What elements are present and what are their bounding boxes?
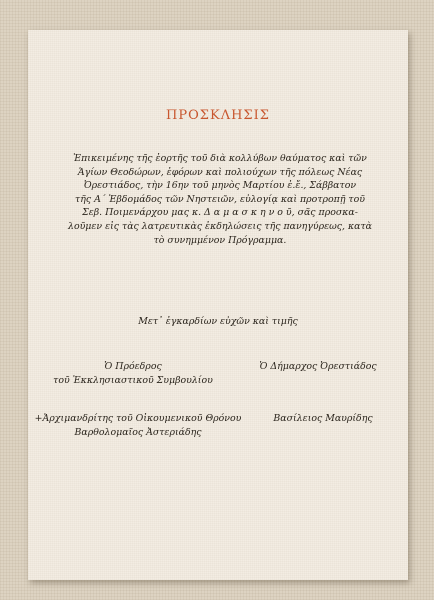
mayor-title: Ὁ Δήμαρχος Ὀρεστιάδος	[259, 361, 377, 372]
signature-mayor-name	[258, 412, 388, 426]
body-line: λοῦμεν εἰς τὰς λατρευτικὰς ἐκδηλώσεις τῆς πανηγύρεως, κατὰ	[68, 220, 372, 232]
archimandrite-title: +Ἀρχιμανδρίτης τοῦ Οἰκουμενικοῦ Θρόνου	[34, 413, 242, 424]
president-organization: τοῦ Ἐκκλησιαστικοῦ Συμβουλίου	[53, 375, 213, 386]
closing-greeting: Μετ᾽ ἐγκαρδίων εὐχῶν καὶ τιμῆς	[138, 316, 298, 327]
president-title: Ὁ Πρόεδρος	[104, 361, 162, 372]
mayor-name: Βασίλειος Μαυρίδης	[273, 413, 373, 424]
body-line: Σεβ. Ποιμενάρχου μας κ. Δ α μ α σ κ η ν ο ῦ, σᾶς προσκα-	[82, 207, 358, 219]
body-line: τῆς Α´ Ἑβδομάδος τῶν Νηστειῶν, εὐλογίᾳ καὶ προτροπῇ τοῦ	[75, 193, 365, 205]
invitation-card	[28, 30, 408, 580]
signature-president	[38, 360, 228, 388]
signature-mayor-title	[233, 360, 403, 374]
body-line: Ὀρεστιάδος, τὴν 16ην τοῦ μηνὸς Μαρτίου ἐ.ἔ., Σάββατον	[83, 180, 357, 192]
body-line: Ἁγίων Θεοδώρων, ἐφόρων καὶ πολιούχων τῆς πόλεως Νέας	[77, 166, 363, 178]
signature-archimandrite	[28, 412, 248, 440]
invitation-body	[50, 152, 390, 247]
archimandrite-name: Βαρθολομαῖος Ἀστεριάδης	[74, 427, 202, 438]
invitation-title: ΠΡΟΣΚΛΗΣΙΣ	[166, 108, 270, 123]
body-line: τὸ συνημμένον Πρόγραμμα.	[153, 234, 287, 246]
body-line: Ἐπικειμένης τῆς ἑορτῆς τοῦ διὰ κολλύβων θαύματος καὶ τῶν	[73, 153, 367, 164]
